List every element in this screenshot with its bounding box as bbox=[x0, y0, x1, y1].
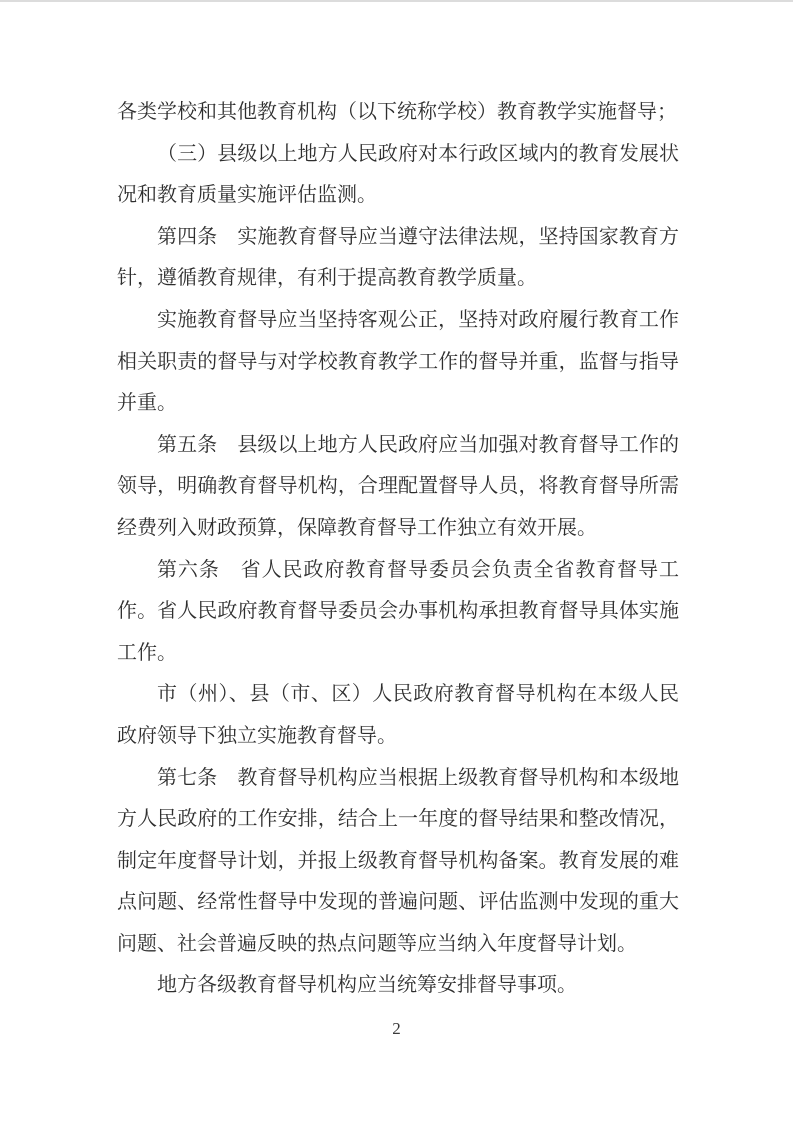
para-article-7-clause-2: 地方各级教育督导机构应当统筹安排督导事项。 bbox=[157, 974, 577, 997]
para-article-4-clause-2: 实施教育督导应当坚持客观公正，坚持对政府履行教育工作相关职责的督导与对学校教育教学工作的督导并重，监督与指导并重。 bbox=[117, 308, 679, 415]
para-article-4: 第四条 实施教育督导应当遵守法律法规，坚持国家教育方针，遵循教育规律，有利于提高教育教学质量。 bbox=[117, 225, 679, 290]
page-number: 2 bbox=[392, 1019, 401, 1038]
para-article-5: 第五条 县级以上地方人民政府应当加强对教育督导工作的领导，明确教育督导机构，合理配置督导人员，将教育督导所需经费列入财政预算，保障教育督导工作独立有效开展。 bbox=[117, 433, 679, 539]
para-item-three: （三）县级以上地方人民政府对本行政区域内的教育发展状况和教育质量实施评估监测。 bbox=[117, 142, 679, 207]
para-article-7: 第七条 教育督导机构应当根据上级教育督导机构和本级地方人民政府的工作安排，结合上一年度的督导结果和整改情况，制定年度督导计划，并报上级教育督导机构备案。教育发展的难点问题、经常性督导中发现的普遍问题、评估监测中发现的重大问题、社会普遍反映的热点问题等应当纳入年度督导计划。 bbox=[117, 766, 679, 955]
document-text-block bbox=[117, 92, 679, 1007]
para-article-6: 第六条 省人民政府教育督导委员会负责全省教育督导工作。省人民政府教育督导委员会办事机构承担教育督导具体实施工作。 bbox=[117, 558, 679, 664]
para-continuation: 各类学校和其他教育机构（以下统称学校）教育教学实施督导； bbox=[117, 101, 677, 123]
para-article-6-clause-2: 市（州）、县（市、区）人民政府教育督导机构在本级人民政府领导下独立实施教育督导。 bbox=[117, 683, 679, 747]
page-top-edge-line bbox=[0, 0, 793, 2]
